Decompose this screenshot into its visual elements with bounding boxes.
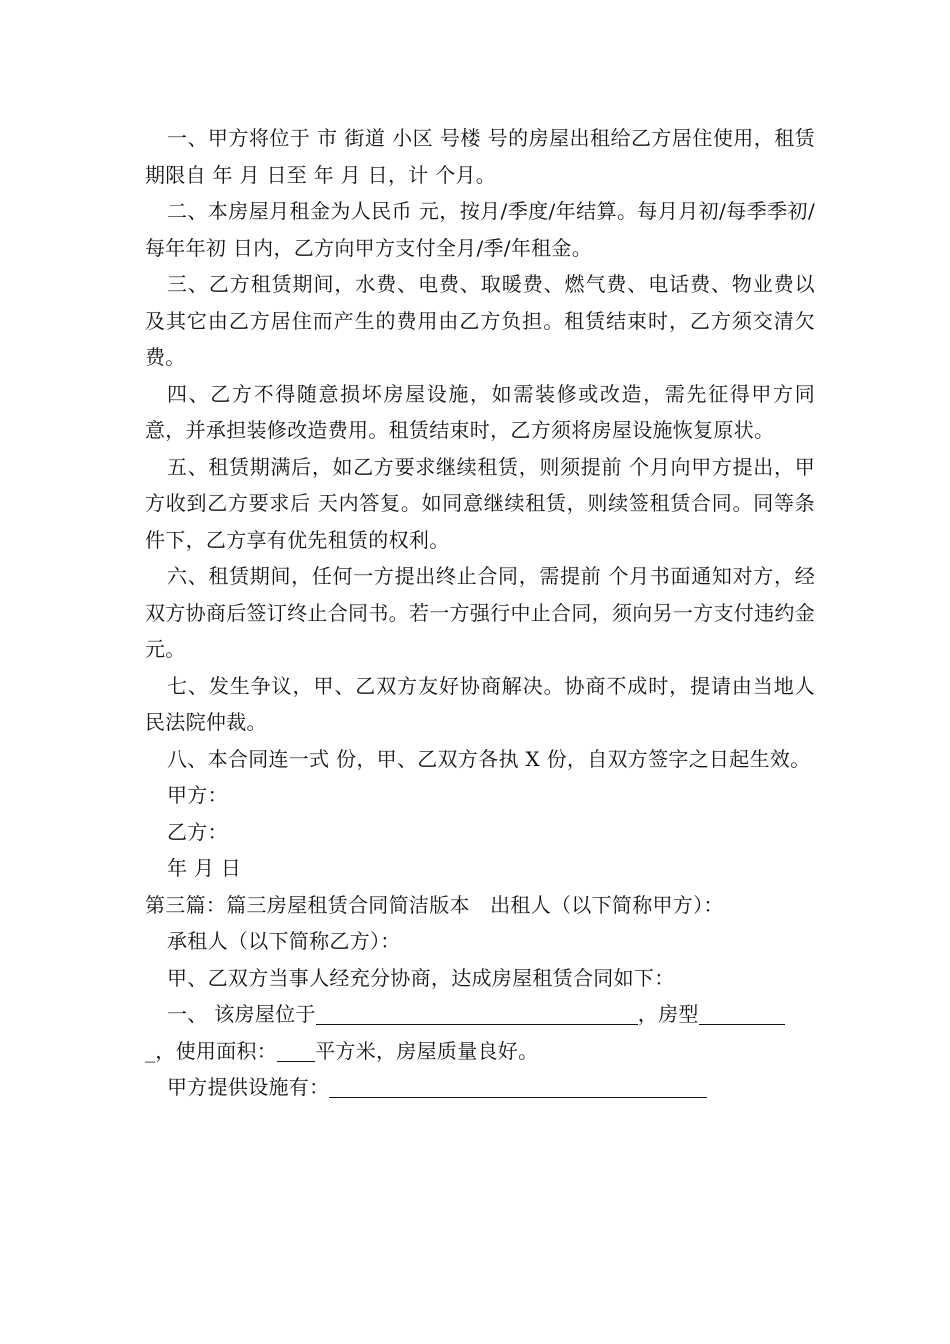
facilities-label: 甲方提供设施有：: [167, 1075, 330, 1099]
clause-6: 六、租赁期间，任何一方提出终止合同，需提前 个月书面通知对方，经双方协商后签订终止合同书。若一方强行中止合同，须向另一方支付违约金 元。: [145, 564, 815, 661]
document-page: [145, 120, 815, 1106]
item-1-prefix: 一、 该房屋位于: [167, 1002, 316, 1026]
clause-5: 五、租赁期满后，如乙方要求继续租赁，则须提前 个月向甲方提出，甲方收到乙方要求后 天内答复。如同意继续租赁，则续签租赁合同。同等条件下，乙方享有优先租赁的权利。: [145, 454, 815, 552]
item-1-mid: ，房型: [637, 1002, 699, 1026]
party-a-signature: 甲方：: [167, 783, 228, 807]
clause-4: 四、乙方不得随意损坏房屋设施，如需装修或改造，需先征得甲方同意，并承担装修改造费用。租赁结束时，乙方须将房屋设施恢复原状。: [145, 381, 815, 442]
facilities-blank[interactable]: [329, 1073, 707, 1098]
clause-7: 七、发生争议，甲、乙双方友好协商解决。协商不成时，提请由当地人民法院仲裁。: [145, 673, 815, 734]
section-heading: 第三篇：篇三房屋租赁合同简洁版本 出租人（以下简称甲方）：: [145, 892, 724, 917]
lessee-line: 承租人（以下简称乙方）：: [167, 929, 401, 953]
room-type-blank[interactable]: [699, 1000, 785, 1025]
clause-1: 一、甲方将位于 市 街道 小区 号楼 号的房屋出租给乙方居住使用，租赁期限自 年 月 日至 年 月 日，计 个月。: [145, 126, 815, 187]
party-b-signature: 乙方：: [167, 819, 228, 844]
address-blank[interactable]: [316, 1000, 638, 1025]
item-1-continuation: [145, 1033, 815, 1070]
date-line: 年 月 日: [167, 856, 242, 880]
item-1-tail-end: 平方米，房屋质量良好。: [315, 1038, 539, 1063]
facilities-line: [145, 1069, 815, 1106]
item-1-line: [145, 996, 815, 1033]
agreement-intro: 甲、乙双方当事人经充分协商，达成房屋租赁合同如下：: [167, 965, 675, 990]
clause-2: 二、本房屋月租金为人民币 元，按月/季度/年结算。每月月初/每季季初/每年年初 日内，乙方向甲方支付全月/季/年租金。: [145, 199, 815, 260]
clause-8: 八、本合同连一式 份，甲、乙双方各执 X 份，自双方签字之日起生效。: [167, 746, 811, 771]
item-1-tail-start: _，使用面积：: [145, 1038, 278, 1063]
clause-3: 三、乙方租赁期间，水费、电费、取暖费、燃气费、电话费、物业费以及其它由乙方居住而产生的费用由乙方负担。租赁结束时，乙方须交清欠费。: [145, 272, 815, 369]
area-blank[interactable]: [277, 1037, 315, 1062]
